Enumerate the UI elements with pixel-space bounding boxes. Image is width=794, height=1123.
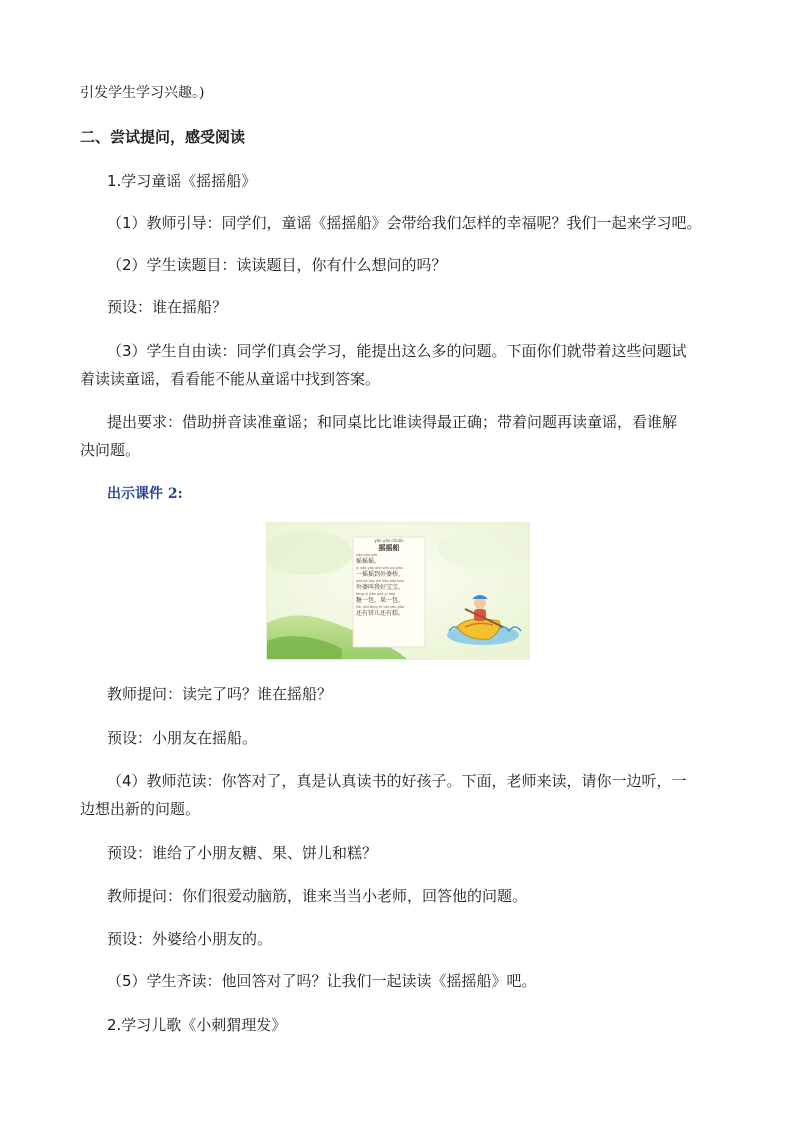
- paragraph-step-5: （5）学生齐读：他回答对了吗？让我们一起读读《摇摇船》吧。: [107, 972, 537, 990]
- paragraph-question-2: 教师提问：你们很爱动脑筋，谁来当当小老师，回答他的问题。: [107, 887, 528, 905]
- paragraph-step-3-line2: 着读读童谣，看看能不能从童谣中找到答案。: [80, 370, 381, 388]
- poem-line-pinyin: yì yáo yáo dào wài pó qiáo: [356, 566, 403, 570]
- subsection-heading-2: 2.学习儿歌《小刺猬理发》: [107, 1016, 287, 1034]
- paragraph-preset-4: 预设：外婆给小朋友的。: [107, 930, 273, 948]
- poem-line: 还有饼儿还有糕。: [356, 610, 405, 617]
- poem-card: [353, 538, 425, 618]
- courseware-label: 出示课件 2:: [107, 486, 183, 502]
- poem-line-pinyin: táng yì bāo guǒ yì bāo: [356, 592, 396, 596]
- courseware-slide-image: [266, 522, 530, 660]
- paragraph-question-1: 教师提问：读完了吗？谁在摇船？: [107, 685, 333, 703]
- paragraph-step-4-line1: （4）教师范读：你答对了，真是认真读书的好孩子。下面，老师来读，请你一边听，一: [107, 772, 687, 790]
- poem-line-pinyin: wài pó jiào wǒ hǎo bǎo bao: [356, 579, 404, 583]
- poem-line: 摇摇摇，: [356, 558, 381, 565]
- poem-line: 糖一包，果一包，: [356, 597, 405, 604]
- paragraph-requirement-line1: 提出要求：借助拼音读准童谣；和同桌比比谁读得最正确；带着问题再读童谣，看谁解: [107, 413, 678, 431]
- section-heading-2: 二、尝试提问，感受阅读: [80, 128, 246, 146]
- poem-line: 一摇摇到外婆桥，: [356, 571, 405, 578]
- poem-title: 摇摇船: [378, 544, 400, 552]
- paragraph-preset-2: 预设：小朋友在摇船。: [107, 729, 258, 747]
- poem-title-pinyin: yáo yáo chuán: [374, 538, 404, 543]
- poem-line: 外婆叫我好宝宝，: [356, 584, 405, 591]
- paragraph-step-2: （2）学生读题目：读读题目，你有什么想问的吗？: [107, 256, 447, 274]
- paragraph-step-1: （1）教师引导：同学们，童谣《摇摇船》会带给我们怎样的幸福呢？我们一起来学习吧。: [107, 214, 702, 232]
- paragraph-preset-3: 预设：谁给了小朋友糖、果、饼儿和糕？: [107, 844, 378, 862]
- paragraph-requirement-line2: 决问题。: [80, 441, 141, 459]
- subsection-heading-1: 1.学习童谣《摇摇船》: [107, 172, 257, 190]
- poem-line-pinyin: hái yǒu bǐng ér hái yǒu gāo: [356, 605, 404, 609]
- poem-line-pinyin: yáo yáo yáo: [356, 553, 378, 557]
- paragraph-step-3-line1: （3）学生自由读：同学们真会学习，能提出这么多的问题。下面你们就带着这些问题试: [107, 342, 687, 360]
- paragraph-step-4-line2: 边想出新的问题。: [80, 800, 201, 818]
- paragraph-preset-1: 预设：谁在摇船？: [107, 298, 228, 316]
- paragraph-intro-tail: 引发学生学习兴趣。): [80, 85, 205, 101]
